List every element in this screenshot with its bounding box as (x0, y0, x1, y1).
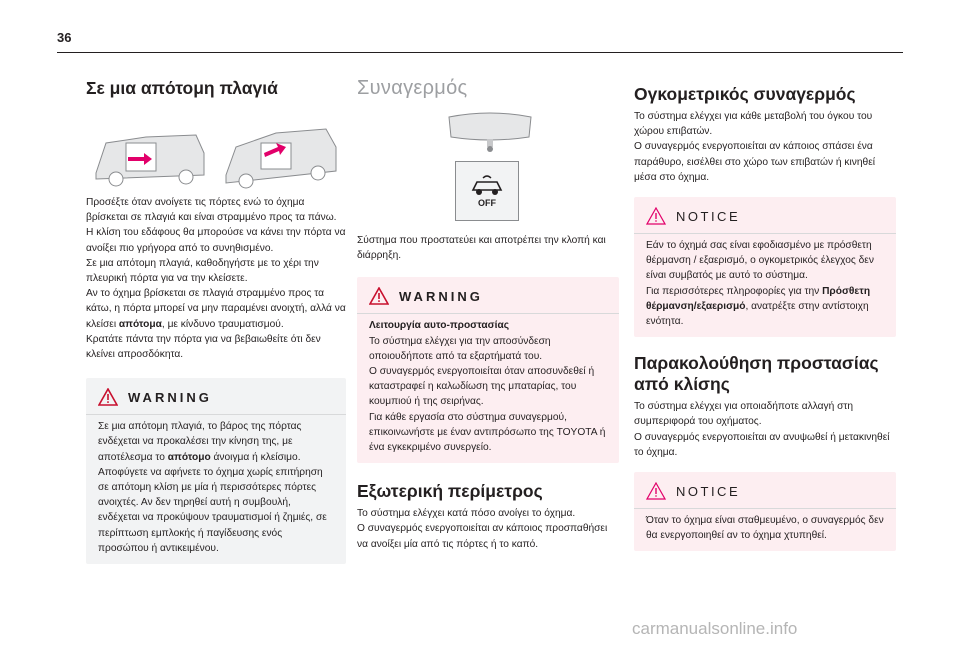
notice-line-1: Εάν το όχημά σας είναι εφοδιασμένο με πρόσθετη θέρμανση / εξαερισμό, ο ογκομετρικός έλεγχος δεν είναι συμβατός με αυτό το σύστημα. (646, 240, 874, 282)
column-2 (357, 78, 619, 552)
slope-paragraph-1: Προσέξτε όταν ανοίγετε τις πόρτες ενώ το όχημα βρίσκεται σε πλαγιά και είναι στραμμένο προς τα πάνω. Η κλίση του εδάφους θα μπορούσε να κάνει την πόρτα να ανοίξει πιο γρήγορα από το συνηθισμένο. (86, 197, 346, 254)
notice-triangle-icon (646, 482, 666, 500)
top-rule (57, 52, 903, 53)
section-heading-alarm: Συναγερμός (357, 77, 468, 99)
vehicle-slope-illustration (86, 113, 346, 191)
section-heading-perimeter: Εξωτερική περίμετρος (357, 481, 543, 502)
tilt-paragraph-1: Το σύστημα ελέγχει για οποιαδήποτε αλλαγή στη συμπεριφορά του οχήματος. (634, 401, 854, 428)
warning-line-3: Για κάθε εργασία στο σύστημα συναγερμού, επικοινωνήστε με έναν αντιπρόσωπο της TOYOTA ή ένα εγκεκριμένο συνεργείο. (369, 411, 606, 454)
warning-line-2: Ο συναγερμός ενεργοποιείται όταν αποσυνδεθεί ή καταστραφεί η καλωδίωση της μπαταρίας, του κουμπιού ή της σειρήνας. (369, 366, 595, 408)
warning-box-slope (86, 378, 346, 564)
notice-line-2: Για περισσότερες πληροφορίες για την Πρόσθετη θέρμανση/εξαερισμό, ανατρέξτε στην αντίστοιχη ενότητα. (646, 285, 871, 328)
box-divider (634, 508, 896, 509)
slope-paragraph-3: Αν το όχημα βρίσκεται σε πλαγιά στραμμένο προς τα κάτω, η πόρτα μπορεί να μην παραμένει ανοιχτή, αλλά να κλείσει απότομα, με κίνδυνο τραυματισμού. (86, 288, 346, 330)
notice-title: NOTICE (676, 208, 741, 224)
notice-triangle-icon (646, 207, 666, 225)
section-heading-tilt: Παρακολούθηση προστασίας από κλίσης (634, 353, 879, 395)
box-divider (86, 414, 346, 415)
section-heading-volumetric: Ογκομετρικός συναγερμός (634, 84, 856, 104)
warning-subtitle: Λειτουργία αυτο-προστασίας (369, 320, 510, 332)
alarm-off-button-icon (455, 161, 519, 221)
section-heading-slope: Σε μια απότομη πλαγιά (86, 78, 278, 98)
warning-line-1: Σε μια απότομη πλαγιά, το βάρος της πόρτας ενδέχεται να προκαλέσει την κίνηση της, με αποτέλεσμα το απότομο άνοιγμα ή κλείσιμο. (98, 421, 302, 463)
slope-paragraph-2: Σε μια απότομη πλαγιά, καθοδηγήστε με το χέρι την πλευρική πόρτα για να την κλείσετε. (86, 257, 319, 285)
tilt-paragraph-2: Ο συναγερμός ενεργοποιείται αν ανυψωθεί ή μετακινηθεί το όχημα. (634, 431, 890, 458)
perimeter-paragraph-1: Το σύστημα ελέγχει κατά πόσο ανοίγει το όχημα. (357, 508, 576, 520)
watermark-link[interactable]: carmanualsonline.info (632, 619, 798, 638)
box-divider (357, 313, 619, 314)
warning-triangle-icon (98, 388, 118, 406)
box-divider (634, 233, 896, 234)
perimeter-paragraph-2: Ο συναγερμός ενεργοποιείται αν κάποιος προσπαθήσει να ανοίξει μία από τις πόρτες ή το καπό. (357, 523, 608, 550)
notice-box-tilt (634, 472, 896, 551)
warning-line-2: Αποφύγετε να αφήνετε το όχημα χωρίς επιτήρηση σε απότομη κλίση με μία ή περισσότερες πόρτες ανοιχτές. Αν δεν τηρηθεί αυτή η συμβουλή, ενδέχεται να προκύψουν τραυματισμοί ή ζημιές, σε περίπτωση εμπλοκής ή παγίδευσης ενός προσώπου ή αντικειμένου. (98, 466, 327, 554)
warning-triangle-icon (369, 287, 389, 305)
notice-box-volumetric (634, 197, 896, 337)
column-3 (634, 84, 896, 551)
column-1 (86, 78, 346, 564)
warning-title: WARNING (399, 288, 483, 304)
warning-title: WARNING (128, 389, 212, 405)
notice-title: NOTICE (676, 483, 741, 499)
slope-paragraph-4: Κρατάτε πάντα την πόρτα για να βεβαιωθείτε ότι δεν κλείνει απροσδόκητα. (86, 333, 321, 361)
off-label: OFF (478, 198, 496, 208)
page-number: 36 (57, 30, 72, 45)
warning-line-1: Το σύστημα ελέγχει για την αποσύνδεση οποιουδήποτε από τα εξαρτήματά του. (369, 335, 551, 362)
alarm-paragraph: Σύστημα που προστατεύει και αποτρέπει την κλοπή και διάρρηξη. (357, 235, 606, 262)
rear-view-mirror-icon (445, 109, 535, 155)
volumetric-paragraph-2: Ο συναγερμός ενεργοποιείται αν κάποιος σπάσει ένα παράθυρο, εισέλθει στο χώρο των επιβατών ή κινηθεί μέσα στο όχημα. (634, 141, 876, 183)
volumetric-paragraph-1: Το σύστημα ελέγχει για κάθε μεταβολή του όγκου του χώρου επιβατών. (634, 111, 873, 138)
notice-line-1: Όταν το όχημα είναι σταθμευμένο, ο συναγερμός δεν θα ενεργοποιηθεί αν το όχημα χτυπηθεί. (646, 515, 884, 542)
warning-box-alarm (357, 277, 619, 463)
